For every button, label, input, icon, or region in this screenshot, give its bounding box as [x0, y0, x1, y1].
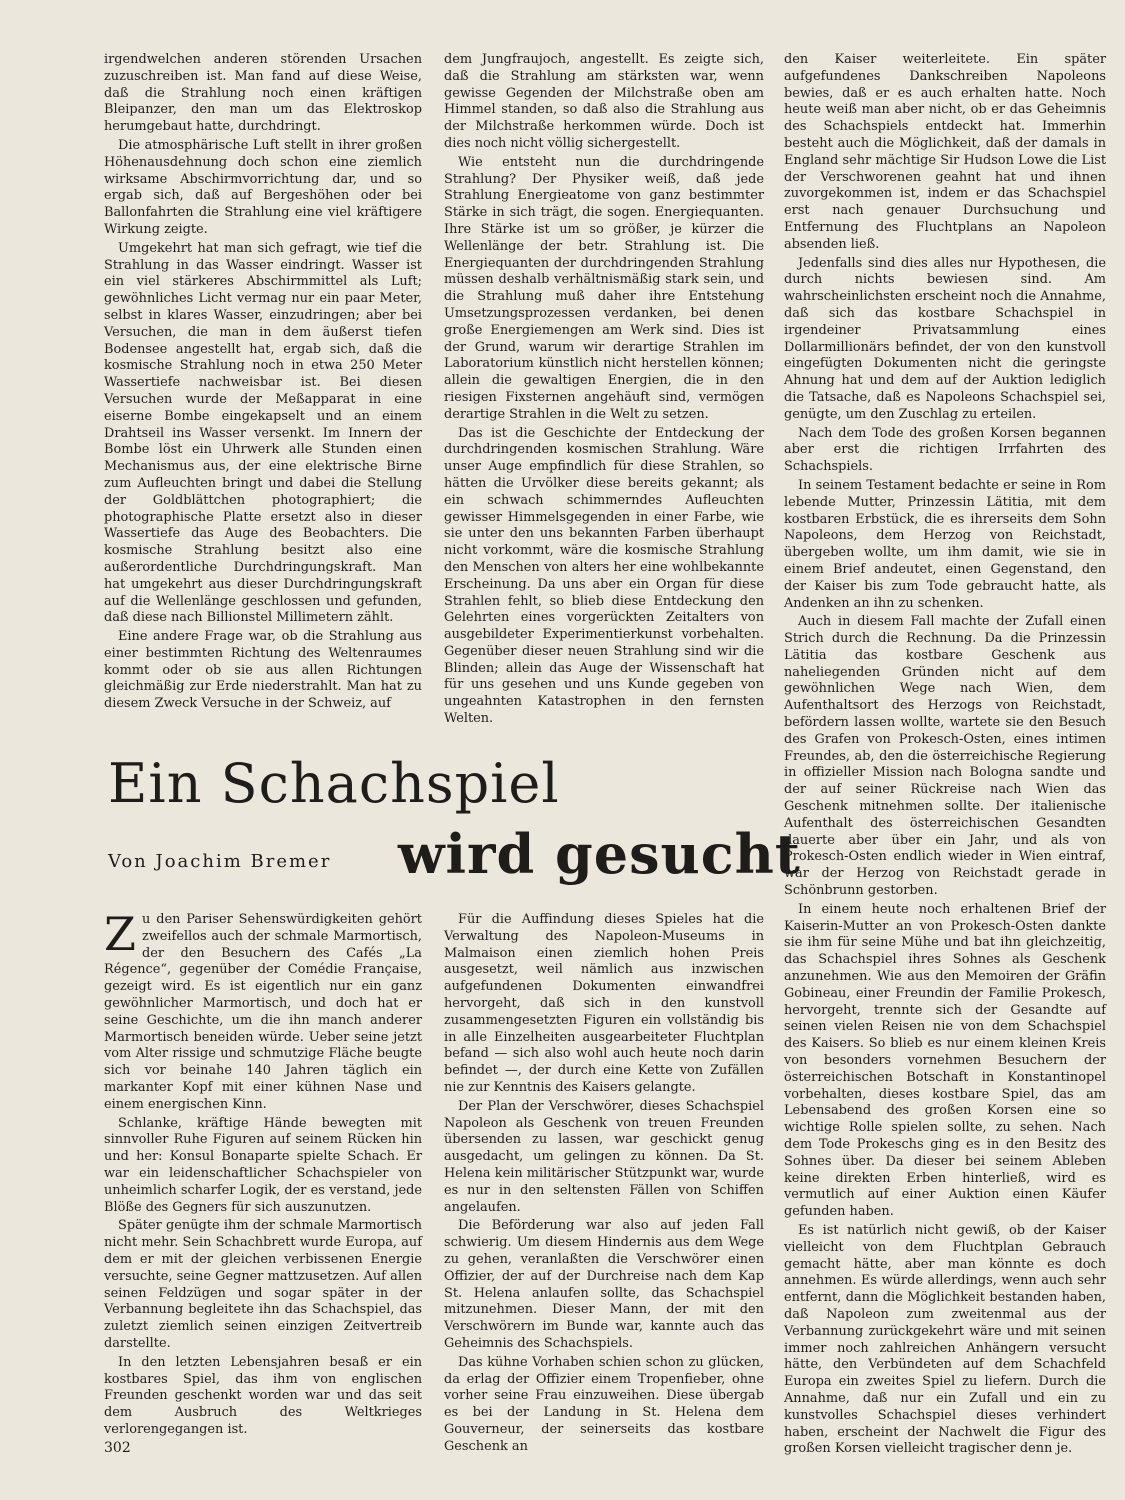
- paragraph: Für die Auffindung dieses Spieles hat die Verwaltung des Napoleon-Museums in Malmaison einen ziemlich hohen Preis ausgesetzt, weil nämlich aus inzwischen aufgefundenen Dokumenten einwandfrei hervorgeht, daß sich in den kunstvoll zusammengesetzten Figuren ein vollständig bis in alle Einzelheiten ausgearbeiteter Fluchtplan befand — sich also wohl auch heute noch darin befindet —, der durch eine Kette von Zufällen nie zur Kenntnis des Kaisers gelangte.: [444, 912, 764, 1095]
- paragraph: Auch in diesem Fall machte der Zufall einen Strich durch die Rechnung. Da die Prinzessin Lätitia das kostbare Geschenk aus naheliegenden Gründen nicht auf dem gewöhnlichen Wege nach Wien, dem Aufenthaltsort des Herzogs von Reichstadt, befördern lassen wollte, wartete sie den Besuch des Grafen von Prokesch-Osten, eines intimen Freundes, ab, den die österreichische Regierung in offizieller Mission nach Bologna sandte und der auf seiner Rückreise nach Wien das Geschenk mitnehmen sollte. Der italienische Aufenthalt des österreichischen Gesandten dauerte aber über ein Jahr, und als von Prokesch-Osten endlich wieder in Wien eintraf, war der Herzog von Reichstadt gerade in Schönbrunn gestorben.: [784, 614, 1106, 899]
- bottom-column-2: [444, 912, 764, 1458]
- paragraph: Schlanke, kräftige Hände bewegten mit sinnvoller Ruhe Figuren auf seinem Rücken hin und her: Konsul Bonaparte spielte Schach. Er war ein leidenschaftlicher Schachspieler von unheimlich scharfer Logik, der es verstand, jede Blöße des Gegners für sich auszunutzen.: [104, 1115, 422, 1215]
- paragraph: Eine andere Frage war, ob die Strahlung aus einer bestimmten Richtung des Weltenraumes kommt oder ob sie aus allen Richtungen gleichmäßig zur Erde niederstrahlt. Man hat zu diesem Zweck Versuche in der Schweiz, auf: [104, 629, 422, 712]
- paragraph: den Kaiser weiterleitete. Ein später aufgefundenes Dankschreiben Napoleons bewies, daß er es auch erhalten hatte. Noch heute weiß man aber nicht, ob er das Geheimnis des Schachspiels entdeckt hat. Immerhin besteht auch die Möglichkeit, daß der damals in England sehr mächtige Sir Hudson Lowe die List der Verschworenen geahnt hat und ihnen zuvorgekommen ist, indem er das Schachspiel erst nach genauer Durchsuchung und Entfernung des Fluchtplans an Napoleon absenden ließ.: [784, 52, 1106, 252]
- paragraph: In seinem Testament bedachte er seine in Rom lebende Mutter, Prinzessin Lätitia, mit dem kostbaren Erbstück, die es ihrerseits dem Sohn Napoleons, dem Herzog von Reichstadt, übergeben wollte, um ihm damit, wie sie in einem Brief andeutet, einen Gegenstand, den der Kaiser bis zum Tode gebraucht hatte, als Andenken an ihn zu schenken.: [784, 477, 1106, 611]
- paragraph: Die Beförderung war also auf jeden Fall schwierig. Um diesem Hindernis aus dem Wege zu gehen, veranlaßten die Verschwörer einen Offizier, der auf der Durchreise nach dem Kap St. Helena anlaufen sollte, das Schachspiel mitzunehmen. Dieser Mann, der mit den Verschwörern im Bunde war, kannte auch das Geheimnis des Schachspiels.: [444, 1218, 764, 1351]
- article-title-line-1: Ein Schachspiel: [108, 752, 560, 815]
- article-byline: Von Joachim Bremer: [108, 851, 332, 872]
- paragraph: Wie entsteht nun die durchdringende Strahlung? Der Physiker weiß, daß jede Strahlung Energieatome von ganz bestimmter Stärke in sich trägt, die sogen. Energiequanten. Ihre Stärke ist um so größer, je kürzer die Wellenlänge der betr. Strahlung ist. Die Energiequanten der durchdringenden Strahlung müssen deshalb verhältnismäßig stark sein, und die Strahlung muß daher ihre Entstehung Umsetzungsprozessen verdanken, bei denen große Energiemengen am Werk sind. Dies ist der Grund, warum wir derartige Strahlen im Laboratorium künstlich nicht herstellen können; allein die gewaltigen Energien, die in den riesigen Fixsternen angehäuft sind, vermögen derartige Strahlen in die Welt zu setzen.: [444, 154, 764, 422]
- article-title-line-2: wird gesucht: [398, 822, 801, 886]
- paragraph: Das kühne Vorhaben schien schon zu glücken, da erlag der Offizier einem Tropenfieber, ohne vorher seine Frau einzuweihen. Diese übergab es bei der Landung in St. Helena dem Gouverneur, der seinerseits das kostbare Geschenk an: [444, 1354, 764, 1454]
- paragraph: Der Plan der Verschwörer, dieses Schachspiel Napoleon als Geschenk von treuen Freunden übersenden zu lassen, war geschickt genug ausgedacht, um gelingen zu können. Da St. Helena kein militärischer Stützpunkt war, wurde es nur in den seltensten Fällen von Schiffen angelaufen.: [444, 1098, 764, 1215]
- paragraph-first: Zu den Pariser Sehenswürdigkeiten gehört zweifellos auch der schmale Marmortisch, der den Besuchern des Cafés „La Régence“, gegenüber der Comédie Française, gezeigt wird. Es ist eigentlich nur ein ganz gewöhnlicher Marmortisch, und doch hat er seine Geschichte, um die ihn manch anderer Marmortisch beneiden würde. Ueber seine jetzt vom Alter rissige und schmutzige Fläche beugte sich vor beinahe 140 Jahren täglich ein markanter Kopf mit einer kühnen Nase und einem energischen Kinn.: [104, 907, 422, 1112]
- paragraph: Das ist die Geschichte der Entdeckung der durchdringenden kosmischen Strahlung. Wäre unser Auge empfindlich für diese Strahlen, so hätten die Urvölker diese bereits gekannt; als ein schwach schimmerndes Aufleuchten gewisser Himmelsgegenden in einer Farbe, wie sie unter den uns bekannten Farben überhaupt nicht vorkommt, wäre die kosmische Strahlung den Menschen von alters her eine wohlbekannte Erscheinung. Da uns aber ein Organ für diese Strahlen fehlt, so blieb diese Entdeckung den Gelehrten eines vorgerückten Zeitalters von ausgebildeter Experimentierkunst vorbehalten. Gegenüber dieser neuen Strahlung sind wir die Blinden; allein das Auge der Wissenschaft hat für uns gesehen und uns Kunde gegeben von ungeahnten Katastrophen in den fernsten Welten.: [444, 425, 764, 727]
- paragraph: Nach dem Tode des großen Korsen begannen aber erst die richtigen Irrfahrten des Schachspiels.: [784, 425, 1106, 475]
- page-number: 302: [104, 1440, 131, 1456]
- bottom-column-1: [104, 907, 422, 1441]
- paragraph: Es ist natürlich nicht gewiß, ob der Kaiser vielleicht von dem Fluchtplan Gebrauch gemacht hätte, aber man könnte es doch annehmen. Es würde allerdings, wenn auch sehr entfernt, dann die Möglichkeit bestanden haben, daß Napoleon zum zweitenmal aus der Verbannung zurückgekehrt wäre und mit seinen immer noch zahlreichen Anhängern versucht hätte, den Verbündeten auf dem Schachfeld Europa ein zweites Spiel zu liefern. Durch die Annahme, daß nur ein Zufall und ein zu kunstvolles Schachspiel dieses verhindert haben, erscheint der Nachwelt die Figur des großen Korsen vielleicht tragischer denn je.: [784, 1222, 1106, 1457]
- drop-cap: Z: [104, 907, 136, 961]
- paragraph: Jedenfalls sind dies alles nur Hypothesen, die durch nichts bewiesen sind. Am wahrscheinlichsten erscheint noch die Annahme, daß sich das kostbare Schachspiel in irgendeiner Privatsammlung eines Dollarmillionärs befindet, der von den kunstvoll eingefügten Dokumenten nicht die geringste Ahnung hat und dem auf der Auktion lediglich die Tatsache, daß es Napoleons Schachspiel sei, genügte, um den Zuschlag zu erteilen.: [784, 255, 1106, 422]
- paragraph: Umgekehrt hat man sich gefragt, wie tief die Strahlung in das Wasser eindringt. Wasser ist ein viel stärkeres Abschirmmittel als Luft; gewöhnliches Licht vermag nur ein paar Meter, selbst in klares Wasser, einzudringen; aber bei Versuchen, die man in dem äußerst tiefen Bodensee angestellt hat, ergab sich, daß die kosmische Strahlung noch in etwa 250 Meter Wassertiefe nachweisbar ist. Bei diesen Versuchen wurde der Meßapparat in eine eiserne Bombe eingekapselt und an einem Drahtseil ins Wasser versenkt. Im Innern der Bombe löst ein Uhrwerk alle Stunden einen Mechanismus aus, der eine elektrische Birne zum Aufleuchten bringt und dabei die Stellung der Goldblättchen photographiert; die photographische Platte ersetzt also in dieser Wassertiefe das Auge des Beobachters. Die kosmische Strahlung besitzt also eine außerordentliche Durchdringungskraft. Man hat umgekehrt aus dieser Durchdringungskraft auf die Wellenlänge geschlossen und gefunden, daß diese nach Billionstel Millimetern zählt.: [104, 240, 422, 626]
- right-column: [784, 52, 1106, 1460]
- top-column-2: [444, 52, 764, 730]
- paragraph: Später genügte ihm der schmale Marmortisch nicht mehr. Sein Schachbrett wurde Europa, auf dem er mit der gleichen verbissenen Energie versuchte, seine Gegner mattzusetzen. Auf allen seinen Feldzügen und sogar später in der Verbannung begleitete ihn das Schachspiel, das zuletzt ziemlich seinen einzigen Zeitvertreib darstellte.: [104, 1218, 422, 1351]
- paragraph: In einem heute noch erhaltenen Brief der Kaiserin-Mutter an von Prokesch-Osten dankte sie ihm für seine Mühe und bat ihn gleichzeitig, das Schachspiel ihres Sohnes als Geschenk anzunehmen. Wie aus den Memoiren der Gräfin Gobineau, einer Freundin der Familie Prokesch, hervorgeht, trennte sich der Gesandte auf seinen vielen Reisen nie von dem Schachspiel des Kaisers. So blieb es nur einem kleinen Kreis von besonders vornehmen Besuchern der österreichischen Botschaft in Konstantinopel vorbehalten, dieses kostbare Spiel, das am Lebensabend des großen Korsen eine so wichtige Rolle spielen sollte, zu sehen. Nach dem Tode Prokeschs ging es in den Besitz des Sohnes über. Da dieser bei seinem Ableben keine direkten Erben hinterließ, wird es vermutlich auf einer Auktion einen Käufer gefunden haben.: [784, 901, 1106, 1220]
- paragraph: irgendwelchen anderen störenden Ursachen zuzuschreiben ist. Man fand auf diese Weise, daß die Strahlung noch einen kräftigen Bleipanzer, den man um das Elektroskop herumgebaut hatte, durchdringt.: [104, 52, 422, 135]
- paragraph: Die atmosphärische Luft stellt in ihrer großen Höhenausdehnung doch schon eine ziemlich wirksame Abschirmvorrichtung dar, und so ergab sich, daß auf Bergeshöhen oder bei Ballonfahrten die Strahlung eine viel kräftigere Wirkung zeigte.: [104, 137, 422, 237]
- paragraph: dem Jungfraujoch, angestellt. Es zeigte sich, daß die Strahlung am stärksten war, wenn gewisse Gegenden der Milchstraße oben am Himmel standen, so daß also die Strahlung aus der Milchstraße herkommen würde. Doch ist dies noch nicht völlig sichergestellt.: [444, 52, 764, 151]
- top-column-1: [104, 52, 422, 715]
- paragraph: In den letzten Lebensjahren besaß er ein kostbares Spiel, das ihm von englischen Freunden geschenkt worden war und das seit dem Ausbruch des Weltkrieges verlorengegangen ist.: [104, 1354, 422, 1437]
